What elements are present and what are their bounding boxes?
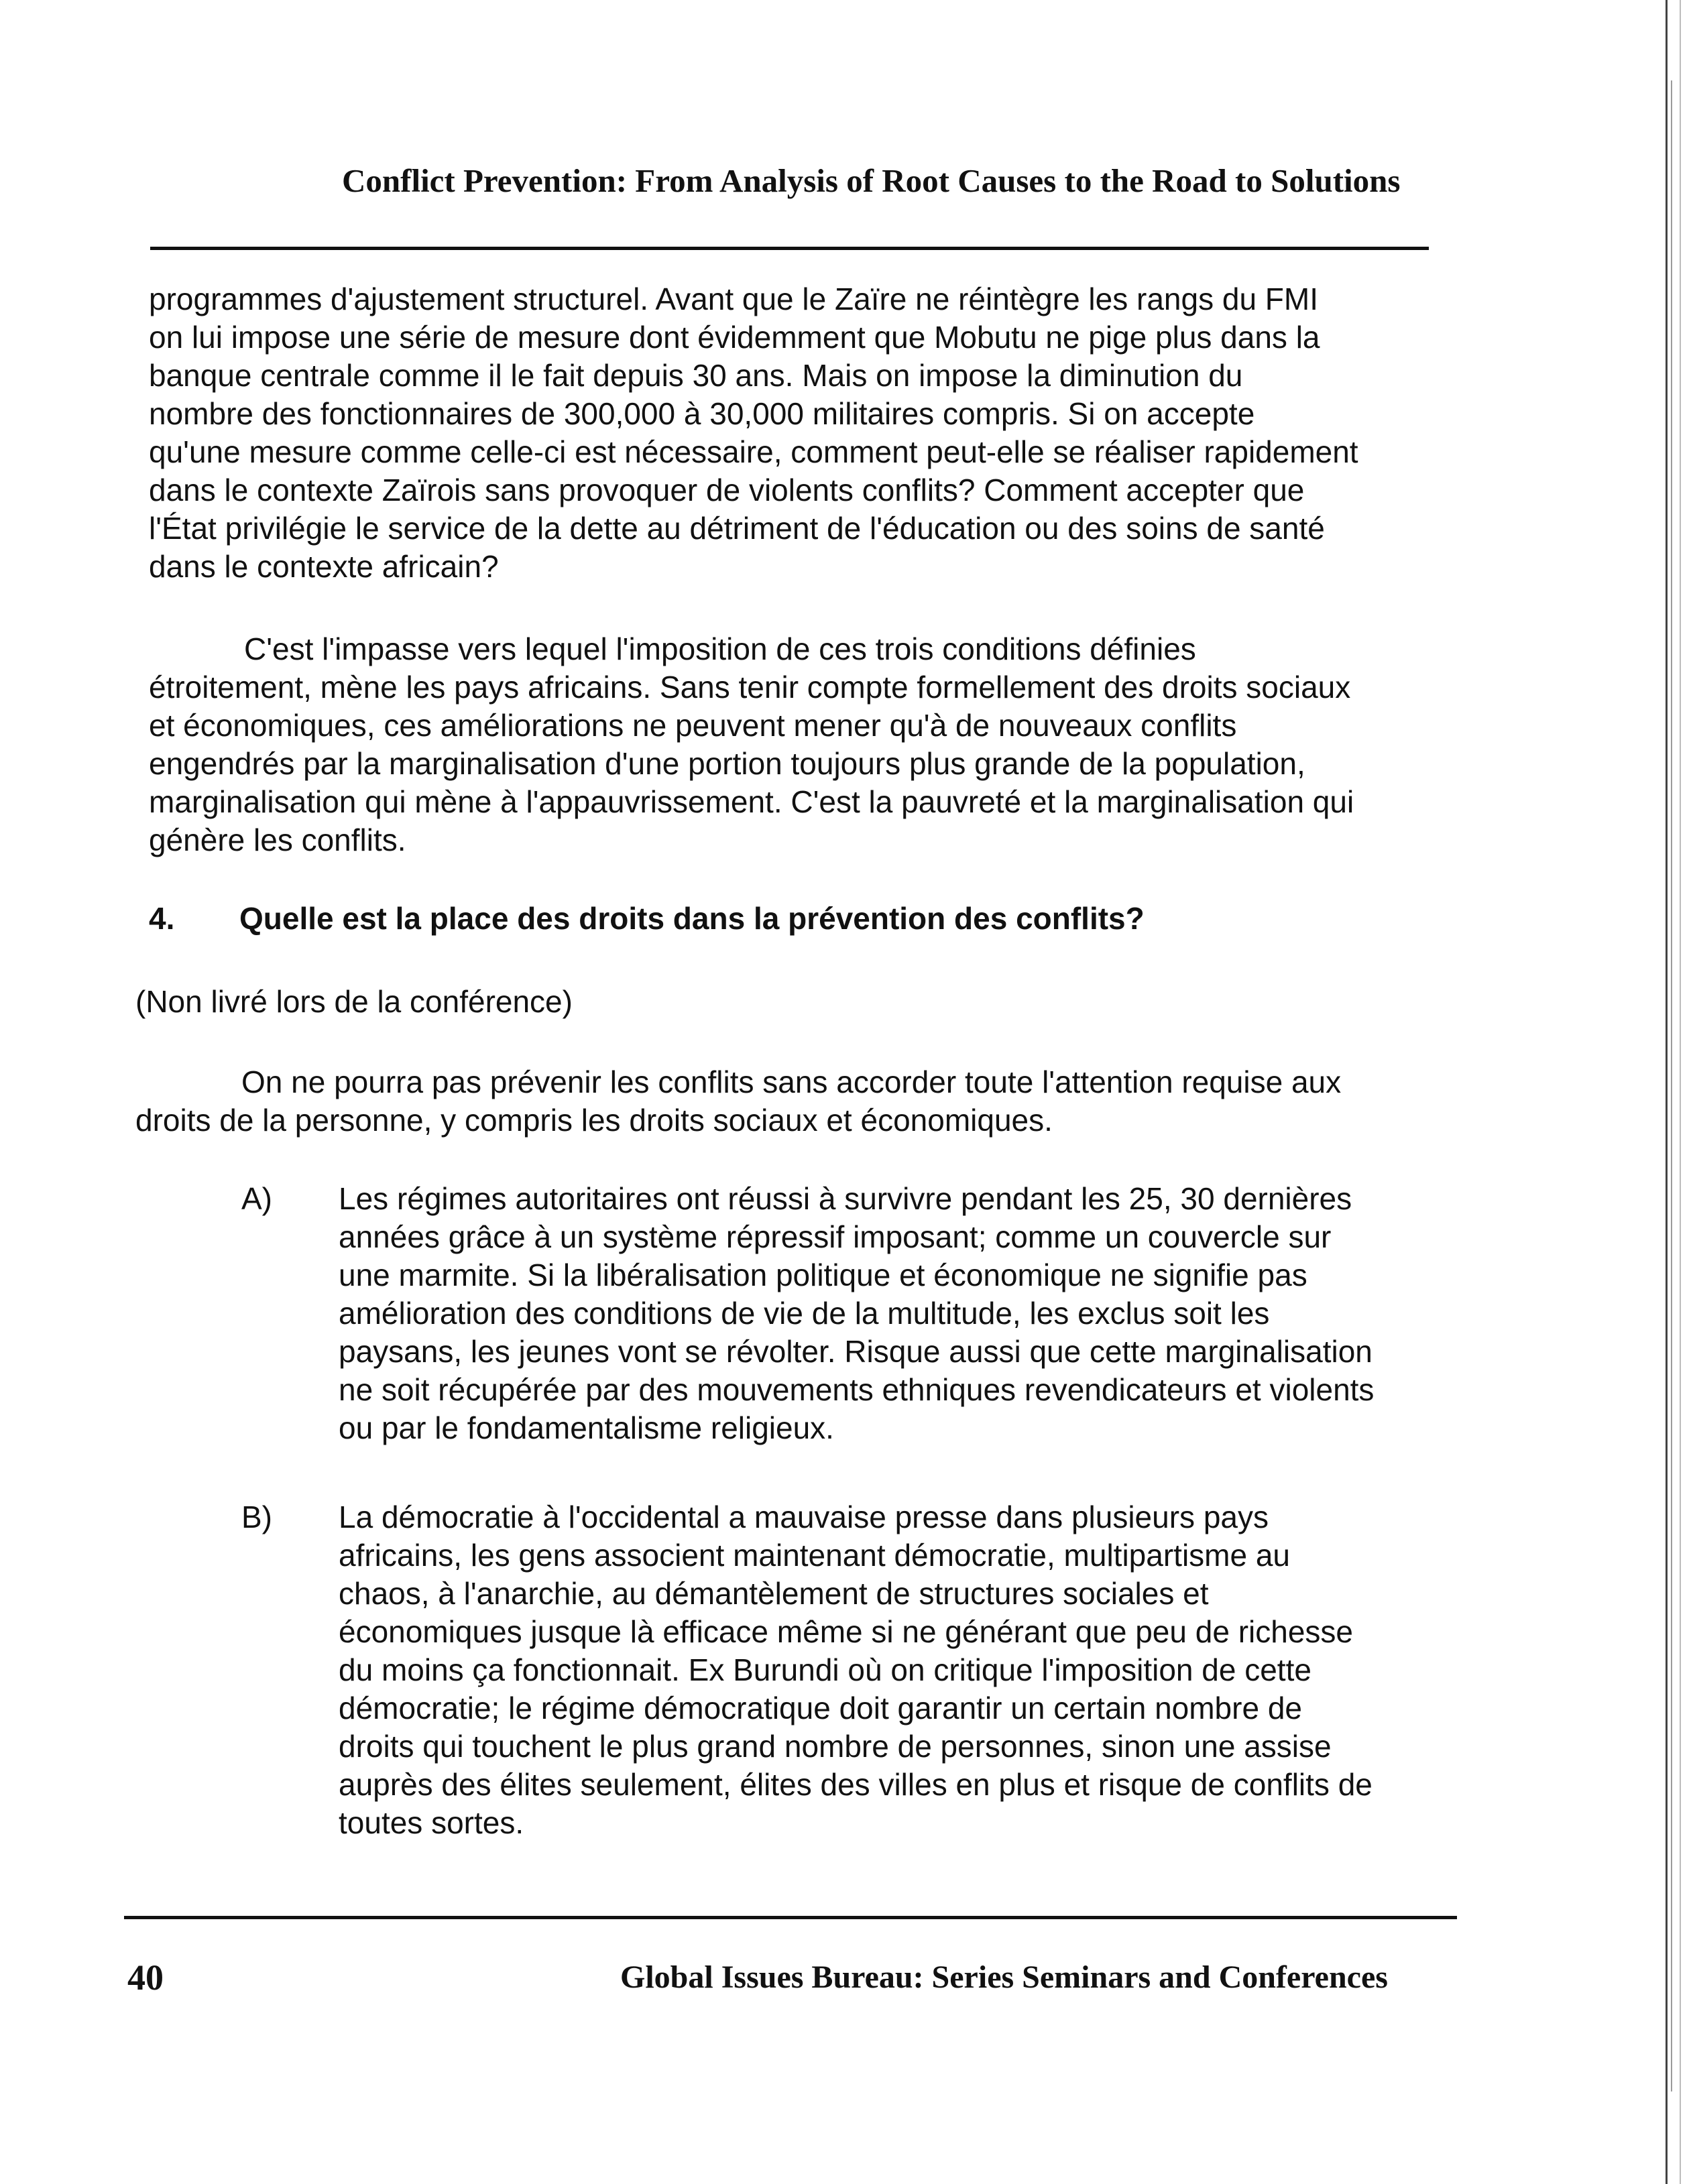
text-line: ou par le fondamentalisme religieux. — [339, 1410, 834, 1445]
text-line: qu'une mesure comme celle-ci est nécessaire, comment peut-elle se réaliser rapidement — [149, 434, 1358, 469]
text-line: du moins ça fonctionnait. Ex Burundi où on critique l'imposition de cette — [339, 1652, 1311, 1687]
text-line: étroitement, mène les pays africains. Sans tenir compte formellement des droits sociaux — [149, 670, 1351, 705]
text-line: engendrés par la marginalisation d'une portion toujours plus grande de la population, — [149, 746, 1305, 781]
text-line: dans le contexte Zaïrois sans provoquer de violents conflits? Comment accepter que — [149, 473, 1305, 507]
text-line: C'est l'impasse vers lequel l'imposition de ces trois conditions définies — [244, 631, 1196, 666]
section-number: 4. — [149, 901, 175, 936]
item-a-label: A) — [241, 1181, 272, 1216]
text-line: droits qui touchent le plus grand nombre de personnes, sinon une assise — [339, 1729, 1332, 1764]
text-line: démocratie; le régime démocratique doit garantir un certain nombre de — [339, 1691, 1302, 1725]
scan-edge-line — [1680, 0, 1681, 2184]
text-line: paysans, les jeunes vont se révolter. Risque aussi que cette marginalisation — [339, 1334, 1373, 1369]
text-line: dans le contexte africain? — [149, 549, 499, 584]
text-line: africains, les gens associent maintenant démocratie, multipartisme au — [339, 1538, 1291, 1573]
paragraph-3 — [135, 1063, 1341, 1140]
delivery-note: (Non livré lors de la conférence) — [135, 984, 573, 1019]
footer-series-title: Global Issues Bureau: Series Seminars and Conferences — [620, 1959, 1388, 1995]
text-line: La démocratie à l'occidental a mauvaise presse dans plusieurs pays — [339, 1500, 1269, 1534]
header-rule — [150, 247, 1429, 250]
item-b-body — [339, 1498, 1373, 1842]
text-line: programmes d'ajustement structurel. Avant que le Zaïre ne réintègre les rangs du FMI — [149, 282, 1319, 316]
text-line: marginalisation qui mène à l'appauvrissement. C'est la pauvreté et la marginalisation qui — [149, 784, 1354, 819]
text-line: et économiques, ces améliorations ne peuvent mener qu'à de nouveaux conflits — [149, 708, 1237, 743]
text-line: banque centrale comme il le fait depuis 30 ans. Mais on impose la diminution du — [149, 358, 1243, 393]
text-line: amélioration des conditions de vie de la multitude, les exclus soit les — [339, 1296, 1270, 1331]
section-title: Quelle est la place des droits dans la prévention des conflits? — [239, 901, 1145, 936]
section-heading — [149, 900, 1145, 938]
text-line: On ne pourra pas prévenir les conflits sans accorder toute l'attention requise aux — [241, 1065, 1342, 1099]
item-b-label: B) — [241, 1500, 272, 1534]
text-line: économiques jusque là efficace même si ne générant que peu de richesse — [339, 1614, 1353, 1649]
scan-edge-line — [1666, 0, 1668, 2184]
scan-edge-line — [1671, 80, 1672, 2091]
text-line: une marmite. Si la libéralisation politique et économique ne signifie pas — [339, 1258, 1307, 1292]
paragraph-1 — [149, 280, 1358, 586]
item-a-body — [339, 1180, 1374, 1447]
text-line: droits de la personne, y compris les droits sociaux et économiques. — [135, 1103, 1053, 1138]
text-line: génère les conflits. — [149, 823, 406, 857]
paragraph-2 — [149, 630, 1354, 859]
text-line: chaos, à l'anarchie, au démantèlement de structures sociales et — [339, 1576, 1209, 1611]
text-line: nombre des fonctionnaires de 300,000 à 30,000 militaires compris. Si on accepte — [149, 396, 1255, 431]
text-line: années grâce à un système répressif imposant; comme un couvercle sur — [339, 1219, 1332, 1254]
text-line: Les régimes autoritaires ont réussi à survivre pendant les 25, 30 dernières — [339, 1181, 1352, 1216]
text-line: auprès des élites seulement, élites des villes en plus et risque de conflits de — [339, 1767, 1373, 1802]
text-line: toutes sortes. — [339, 1805, 524, 1840]
text-line: on lui impose une série de mesure dont évidemment que Mobutu ne pige plus dans la — [149, 320, 1320, 355]
footer-rule — [124, 1916, 1457, 1919]
page-number: 40 — [127, 1957, 164, 1998]
text-line: ne soit récupérée par des mouvements ethniques revendicateurs et violents — [339, 1372, 1375, 1407]
text-line: l'État privilégie le service de la dette au détriment de l'éducation ou des soins de santé — [149, 511, 1325, 546]
running-header-title: Conflict Prevention: From Analysis of Root Causes to the Road to Solutions — [342, 162, 1401, 199]
